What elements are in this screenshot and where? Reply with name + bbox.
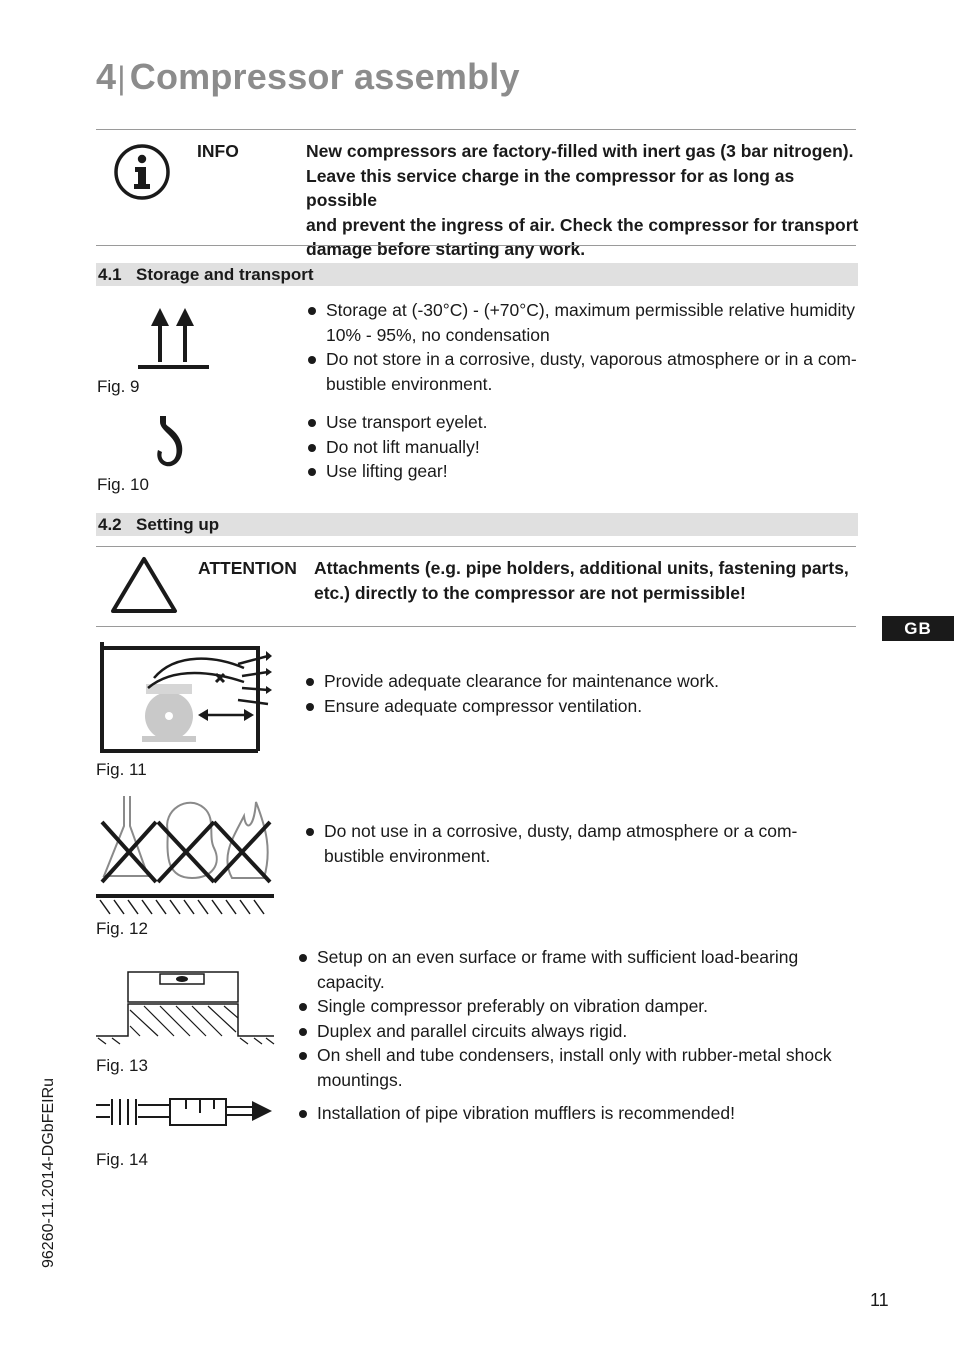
fig-10-caption: Fig. 10	[97, 475, 149, 494]
document-code: 96260-11.2014-DGbFEIRu	[40, 1077, 57, 1268]
level-surface-icon	[96, 970, 276, 1046]
list-item: Single compressor preferably on vibration damper.	[297, 994, 863, 1019]
info-top-rule	[96, 129, 856, 130]
fig-12-bullets	[304, 819, 864, 868]
vibration-muffler-icon	[96, 1095, 276, 1129]
attention-bottom-rule	[96, 626, 856, 627]
fig-13-caption: Fig. 13	[96, 1056, 148, 1075]
fig-11-caption: Fig. 11	[96, 760, 147, 779]
section-heading-4-1: 4.1 Storage and transport	[96, 263, 858, 286]
fig-12-caption: Fig. 12	[96, 919, 148, 938]
info-bottom-rule	[96, 245, 856, 246]
lifting-hook-icon	[150, 412, 190, 470]
attention-label: ATTENTION	[198, 558, 297, 578]
list-item: Ensure adequate compressor ventilation.	[304, 694, 864, 719]
list-item: Use lifting gear!	[306, 459, 866, 484]
clearance-ventilation-icon	[96, 642, 274, 754]
fig-10-bullets	[306, 410, 866, 484]
list-item: Do not store in a corrosive, dusty, vaporous atmosphere or in a com- bustible environment.	[306, 347, 866, 396]
info-label: INFO	[197, 141, 239, 161]
list-item: On shell and tube condensers, install only with rubber-metal shock mountings.	[297, 1043, 863, 1092]
chapter-title: Compressor assembly	[129, 56, 520, 97]
page-number: 11	[870, 1290, 889, 1310]
info-text: New compressors are factory-filled with inert gas (3 bar nitrogen). Leave this service charge in the compressor for as long as possible and prevent the ingress of air. Check the compressor for transport damage before starting any work.	[306, 141, 859, 259]
attention-top-rule	[96, 546, 856, 547]
fig-14-bullets	[297, 1101, 863, 1126]
list-item: Use transport eyelet.	[306, 410, 866, 435]
section-heading-4-2: 4.2 Setting up	[96, 513, 858, 536]
list-item: Duplex and parallel circuits always rigid.	[297, 1019, 863, 1044]
list-item: Setup on an even surface or frame with sufficient load-bearing capacity.	[297, 945, 863, 994]
fig-14-caption: Fig. 14	[96, 1150, 148, 1169]
attention-text: Attachments (e.g. pipe holders, additional units, fastening parts, etc.) directly to the compressor are not permissible!	[314, 558, 849, 603]
list-item: Installation of pipe vibration mufflers is recommended!	[297, 1101, 863, 1126]
chapter-number: 4	[96, 56, 117, 97]
list-item: Provide adequate clearance for maintenance work.	[304, 669, 864, 694]
list-item: Do not use in a corrosive, dusty, damp atmosphere or a com- bustible environment.	[304, 819, 864, 868]
fig-9-bullets	[306, 298, 866, 396]
list-item: Do not lift manually!	[306, 435, 866, 460]
fig-13-bullets	[297, 945, 863, 1092]
fig-9-caption: Fig. 9	[97, 377, 140, 396]
fig-11-bullets	[304, 669, 864, 718]
language-tab: GB	[882, 616, 954, 641]
info-icon	[113, 143, 171, 201]
list-item: Storage at (-30°C) - (+70°C), maximum permissible relative humidity 10% - 95%, no condensation	[306, 298, 866, 347]
warning-triangle-icon	[110, 556, 178, 614]
prohibited-environment-icon	[96, 792, 274, 916]
page-title: 4| Compressor assembly	[96, 56, 520, 97]
upright-arrows-icon	[138, 308, 210, 370]
